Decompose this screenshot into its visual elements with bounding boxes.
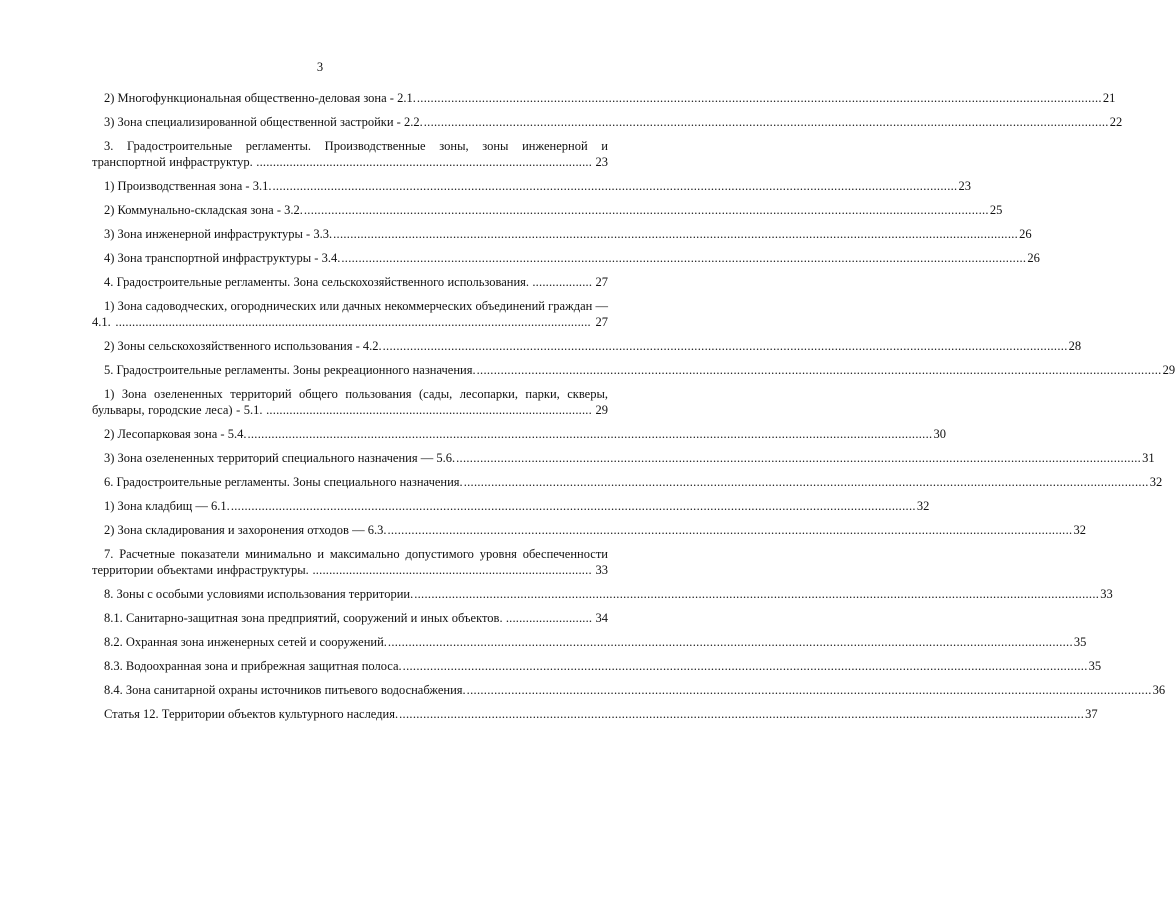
- toc-entry-page: 26: [1027, 251, 1040, 265]
- toc-entry-page: 32: [1149, 475, 1163, 489]
- toc-entry-page: 23: [592, 155, 609, 169]
- dot-leader: ........................................................................................................................................................................................................: [466, 683, 1152, 697]
- toc-entry-title: 8.1. Санитарно-защитная зона предприятий, сооружений и иных объектов.: [104, 611, 506, 625]
- toc-entry-title: 4) Зона транспортной инфраструктуры - 3.4.: [104, 251, 341, 265]
- toc-entry: [92, 178, 971, 194]
- toc-entry: [92, 450, 1155, 466]
- dot-leader: ........................................................................................................................................................................................................: [247, 427, 933, 441]
- page-number: 3: [316, 60, 324, 74]
- dot-leader: ........................................................................................................................................................................................................: [230, 499, 916, 513]
- dot-leader: ........................................................................................................................................................................................................: [416, 91, 1102, 105]
- toc-entry-title: 3) Зона специализированной общественной застройки - 2.2.: [104, 115, 423, 129]
- toc-entry: [92, 546, 608, 578]
- toc-entry: [92, 658, 1102, 674]
- toc-entry-page: 28: [1068, 339, 1082, 353]
- dot-leader: ........................................................................................................................................................................................................: [341, 251, 1027, 265]
- toc-entry-page: 21: [1102, 91, 1116, 105]
- toc-entry-page: 32: [916, 499, 930, 513]
- toc-entry-title: 2) Зоны сельскохозяйственного использования - 4.2.: [104, 339, 382, 353]
- dot-leader: ..................: [532, 275, 593, 289]
- toc-entry: [92, 634, 1087, 650]
- toc-entry-title: 2) Лесопарковая зона - 5.4.: [104, 427, 247, 441]
- toc-entry: [92, 114, 1123, 130]
- toc-entry-page: 27: [592, 275, 609, 289]
- toc-entry-title: 6. Градостроительные регламенты. Зоны специального назначения.: [104, 475, 463, 489]
- toc-entry-title: 3. Градостроительные регламенты. Производственные зоны, зоны инженерной и транспортной инфраструктур.: [92, 139, 608, 169]
- toc-entry: [92, 386, 608, 418]
- dot-leader: ........................................................................................................................................................................................................: [402, 659, 1088, 673]
- toc-entry-page: 36: [1152, 683, 1166, 697]
- toc-entry-page: 25: [989, 203, 1003, 217]
- toc-entry-title: 8.4. Зона санитарной охраны источников питьевого водоснабжения.: [104, 683, 466, 697]
- toc-entry-title: 2) Многофункциональная общественно-деловая зона - 2.1.: [104, 91, 416, 105]
- toc-entry-page: 35: [1088, 659, 1102, 673]
- toc-entry-title: 5. Градостроительные регламенты. Зоны рекреационного назначения.: [104, 363, 476, 377]
- dot-leader: ....................................................................................: [312, 563, 592, 577]
- dot-leader: ........................................................................................................................................................................................................: [387, 523, 1073, 537]
- dot-leader: ........................................................................................................................................................................................................: [387, 635, 1073, 649]
- dot-leader: ........................................................................................................................................................................................................: [333, 227, 1019, 241]
- toc-entry: [92, 250, 1040, 266]
- toc-entry-page: 29: [1162, 363, 1175, 377]
- toc-entry-title: 2) Зона складирования и захоронения отходов — 6.3.: [104, 523, 387, 537]
- toc-entry: [92, 138, 608, 170]
- toc-entry-page: 23: [958, 179, 971, 193]
- toc-entry-title: 8. Зоны с особыми условиями использования территории.: [104, 587, 414, 601]
- dot-leader: .....................................................................................................: [256, 155, 593, 169]
- toc-entry: [92, 362, 1175, 378]
- dot-leader: ........................................................................................................................................................................................................: [456, 451, 1142, 465]
- toc-entry-page: 34: [592, 611, 608, 625]
- toc-entry-page: 29: [591, 403, 609, 417]
- toc-entry: [92, 682, 1166, 698]
- toc-entry: [92, 274, 608, 290]
- toc-entry-page: 33: [1100, 587, 1113, 601]
- toc-entry: [92, 202, 1003, 218]
- dot-leader: ........................................................................................................................................................................................................: [272, 179, 958, 193]
- dot-leader: ..........................: [505, 611, 593, 625]
- toc-entry: [92, 298, 608, 330]
- dot-leader: ........................................................................................................................................................................................................: [382, 339, 1068, 353]
- toc-entry-title: 3) Зона инженерной инфраструктуры - 3.3.: [104, 227, 333, 241]
- toc-entry: [92, 610, 608, 626]
- toc-entry-page: 22: [1109, 115, 1123, 129]
- toc-entry: [92, 706, 1098, 722]
- toc-entry: [92, 498, 930, 514]
- toc-entry: [92, 586, 1113, 602]
- toc-entry: [92, 426, 946, 442]
- toc-entry-title: 8.3. Водоохранная зона и прибрежная защитная полоса.: [104, 659, 402, 673]
- toc-entry-page: 33: [591, 563, 608, 577]
- toc-entry: [92, 90, 1116, 106]
- toc-entry-title: 1) Производственная зона - 3.1.: [104, 179, 272, 193]
- dot-leader: ........................................................................................................................................................................................................: [423, 115, 1109, 129]
- toc-entry-title: 1) Зона озелененных территорий общего пользования (сады, лесопарки, парки, скверы, бульвары, городские леса) - 5.1.: [92, 387, 608, 417]
- toc-entry: [92, 474, 1163, 490]
- toc-entry-title: 4. Градостроительные регламенты. Зона сельскохозяйственного использования.: [104, 275, 533, 289]
- toc-entry-page: 35: [1073, 635, 1087, 649]
- toc-entry-page: 26: [1019, 227, 1032, 241]
- dot-leader: ..................................................................................................: [266, 403, 592, 417]
- toc-entry-title: Статья 12. Территории объектов культурного наследия.: [104, 707, 399, 721]
- dot-leader: ........................................................................................................................................................................................................: [303, 203, 989, 217]
- toc-entry-page: 32: [1073, 523, 1086, 537]
- toc-entry: [92, 522, 1086, 538]
- toc-entry: [92, 226, 1032, 242]
- toc-entry-page: 27: [590, 315, 609, 329]
- dot-leader: ........................................................................................................................................................................................................: [399, 707, 1085, 721]
- toc-entry-page: 30: [933, 427, 946, 441]
- toc-entry-title: 8.2. Охранная зона инженерных сетей и сооружений.: [104, 635, 387, 649]
- toc-entry-title: 2) Коммунально-складская зона - 3.2.: [104, 203, 303, 217]
- toc-entry-page: 31: [1142, 451, 1155, 465]
- dot-leader: ........................................................................................................................................................................................................: [414, 587, 1100, 601]
- toc-entry-title: 7. Расчетные показатели минимально и максимально допустимого уровня обеспеченности территории объектами инфраструктуры.: [92, 547, 608, 577]
- table-of-contents: [92, 90, 1175, 730]
- toc-entry-page: 37: [1085, 707, 1098, 721]
- dot-leader: ...............................................................................................................................................: [115, 315, 591, 329]
- toc-entry: [92, 338, 1082, 354]
- dot-leader: ........................................................................................................................................................................................................: [463, 475, 1149, 489]
- toc-entry-title: 3) Зона озелененных территорий специального назначения — 5.6.: [104, 451, 456, 465]
- toc-entry-title: 1) Зона садоводческих, огороднических или дачных некоммерческих объединений граждан — 4.1.: [92, 299, 608, 329]
- dot-leader: ........................................................................................................................................................................................................: [476, 363, 1162, 377]
- toc-entry-title: 1) Зона кладбищ — 6.1.: [104, 499, 230, 513]
